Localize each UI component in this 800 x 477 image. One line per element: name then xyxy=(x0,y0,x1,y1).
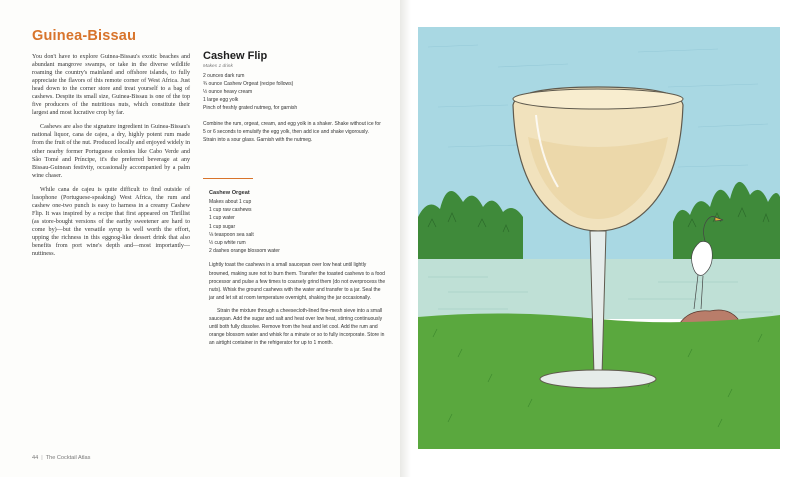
method-paragraph: Strain the mixture through a cheesecloth-lined fine-mesh sieve into a small saucepan. Add the sugar and salt and heat over low heat, stirring continuously until both fully dissolve. Remove from the heat and let cool. Add the rum and orange blossom water and whisk for a minute or so to fully incorporate. Store in an airtight container in the refrigerator for up to 1 month. xyxy=(209,307,385,347)
intro-paragraph: While cana de cajeu is quite difficult to find outside of lusophone (Portuguese-speaking) West Africa, the rum and cashew one-two punch is easy to harness in a creamy Cashew Flip. It was inspired by a recipe that first appeared on Thrillist (as store-bought versions of the earthy sweetener are hard to come by)—but the versatile syrup is well worth the effort, upping the richness in this eggnog-like dessert drink that also benefits from port wine's depth and—most importantly—nuttiness. xyxy=(32,186,190,258)
page-number: 44 xyxy=(32,455,39,461)
book-gutter xyxy=(400,0,418,477)
recipe-method: Combine the rum, orgeat, cream, and egg yolk in a shaker. Shake without ice for 5 or 6 seconds to emulsify the egg yolk, then add ice and shake vigorously. Strain into a sour glass. Garnish with the nutmeg. xyxy=(203,121,381,143)
subrecipe-title: Cashew Orgeat xyxy=(209,190,250,196)
footer-separator: | xyxy=(41,455,43,461)
ingredient-item: 1 cup water xyxy=(209,215,235,222)
book-title: The Cocktail Atlas xyxy=(45,455,91,461)
ingredient-item: 2 ounces dark rum xyxy=(203,73,245,79)
subrecipe-cashew-orgeat xyxy=(209,190,387,352)
ingredient-item: 2 dashes orange blossom water xyxy=(209,248,280,255)
cocktail-illustration xyxy=(418,27,780,449)
ingredient-item: 1 cup sugar xyxy=(209,223,236,230)
glass-rim xyxy=(513,89,683,109)
intro-paragraph: You don't have to explore Guinea-Bissau's exotic beaches and abundant mangrove swamps, or take in the diverse wildlife roaming the country's mainland and offshore islands, to fully appreciate the flavors of this remote corner of West Africa. Just head down to the corner store and treat yourself to a bag of cashews. Despite its small size, Guinea-Bissau is one of the top five producers of the nutritious nuts, which constitute their largest and most lucrative crop by far. xyxy=(32,54,190,117)
glass-foot xyxy=(540,370,656,388)
ingredient-item: Pinch of freshly grated nutmeg, for garnish xyxy=(203,105,298,112)
illustration-svg xyxy=(418,27,780,449)
ingredient-item: 1 large egg yolk xyxy=(203,97,239,104)
intro-paragraph: Cashews are also the signature ingredient in Guinea-Bissau's national liquor, cana de cajeu, a dry, highly potent rum made from the fruit of the nut. Produced locally and enjoyed widely in other nearby former Portuguese colonies like Cabo Verde and São Tomé and Príncipe, it's the preferred beverage at any Bissau-Guinean festivity, occasionally accompanied by a palm wine chaser. xyxy=(32,124,190,179)
subrecipe-yield: Makes about 1 cup xyxy=(209,199,252,205)
ingredient-list xyxy=(203,72,383,112)
ingredient-item: ¾ ounce Cashew Orgeat (recipe follows) xyxy=(203,81,294,88)
recipe-yield: Makes 1 drink xyxy=(203,64,233,69)
ingredient-item: ½ cup white rum xyxy=(209,240,246,247)
method-paragraph: Lightly toast the cashews in a small saucepan over low heat until lightly browned, making sure not to burn them. Transfer the toasted cashews to a food processor and pulse a few times to coarsely grind them (do not overprocess the nuts). Whisk the ground cashews with the water and transfer to a jar. Seal the jar and let sit at room temperature overnight, shaking the jar occasionally. xyxy=(209,262,386,301)
recipe-title: Cashew Flip xyxy=(203,50,268,62)
subrecipe-ingredient-list xyxy=(209,198,387,255)
intro-text xyxy=(32,53,190,264)
ingredient-item: ⅛ teaspoon sea salt xyxy=(209,231,254,238)
recipe-cashew-flip xyxy=(203,50,383,145)
country-title: Guinea-Bissau xyxy=(32,28,137,44)
page-footer xyxy=(32,455,90,461)
section-divider xyxy=(203,178,253,179)
ingredient-item: ½ ounce heavy cream xyxy=(203,89,253,96)
subrecipe-method xyxy=(209,261,387,347)
ingredient-item: 1 cup raw cashews xyxy=(209,207,252,214)
